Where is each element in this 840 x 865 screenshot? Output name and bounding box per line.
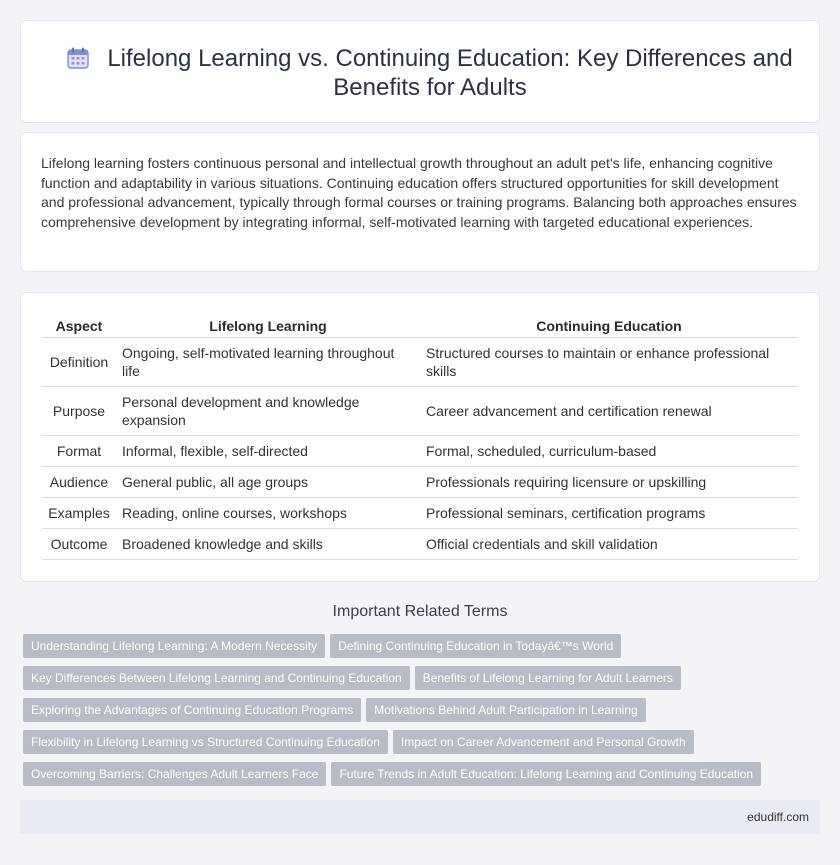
table-row — [42, 498, 798, 529]
cell-continuing: Professionals requiring licensure or upskilling — [420, 467, 798, 498]
related-tag[interactable]: Flexibility in Lifelong Learning vs Structured Continuing Education — [23, 730, 388, 754]
table-row — [42, 467, 798, 498]
comparison-table-card — [20, 292, 820, 582]
cell-continuing: Official credentials and skill validation — [420, 529, 798, 560]
cell-lifelong: Reading, online courses, workshops — [116, 498, 420, 529]
header-aspect: Aspect — [42, 315, 116, 338]
related-tag[interactable]: Benefits of Lifelong Learning for Adult Learners — [415, 666, 681, 690]
cell-continuing: Career advancement and certification renewal — [420, 387, 798, 436]
title-line-2: Benefits for Adults — [333, 74, 527, 101]
title-line-1: Lifelong Learning vs. Continuing Education: Key Differences and — [107, 45, 793, 72]
comparison-table — [42, 315, 798, 560]
calendar-icon — [67, 47, 89, 69]
related-tag[interactable]: Motivations Behind Adult Participation in Learning — [366, 698, 646, 722]
cell-aspect: Examples — [42, 498, 116, 529]
cell-aspect: Outcome — [42, 529, 116, 560]
cell-aspect: Audience — [42, 467, 116, 498]
table-row — [42, 338, 798, 387]
cell-aspect: Format — [42, 436, 116, 467]
related-tag[interactable]: Impact on Career Advancement and Personal Growth — [393, 730, 694, 754]
cell-lifelong: Ongoing, self-motivated learning throughout life — [116, 338, 420, 387]
footer — [20, 800, 820, 834]
cell-continuing: Professional seminars, certification programs — [420, 498, 798, 529]
cell-aspect: Purpose — [42, 387, 116, 436]
page-title — [61, 44, 799, 102]
table-row — [42, 436, 798, 467]
table-header-row — [42, 315, 798, 338]
cell-lifelong: Informal, flexible, self-directed — [116, 436, 420, 467]
header-card — [20, 20, 820, 123]
cell-lifelong: Personal development and knowledge expansion — [116, 387, 420, 436]
cell-aspect: Definition — [42, 338, 116, 387]
cell-continuing: Structured courses to maintain or enhance professional skills — [420, 338, 798, 387]
table-row — [42, 529, 798, 560]
related-terms-tags — [23, 634, 823, 794]
related-tag[interactable]: Overcoming Barriers: Challenges Adult Learners Face — [23, 762, 326, 786]
related-tag[interactable]: Future Trends in Adult Education: Lifelong Learning and Continuing Education — [331, 762, 761, 786]
header-continuing: Continuing Education — [420, 315, 798, 338]
header-lifelong: Lifelong Learning — [116, 315, 420, 338]
related-tag[interactable]: Understanding Lifelong Learning: A Modern Necessity — [23, 634, 325, 658]
related-tag[interactable]: Exploring the Advantages of Continuing Education Programs — [23, 698, 361, 722]
intro-paragraph: Lifelong learning fosters continuous personal and intellectual growth throughout an adult pet's life, enhancing cognitive function and adaptability in various situations. Continuing education offers structured opportunities for skill development and professional advancement, typically through formal courses or training programs. Balancing both approaches ensures comprehensive development by integrating informal, self-motivated learning with targeted educational experiences. — [41, 155, 797, 230]
related-tag[interactable]: Defining Continuing Education in Todayâ€™s World — [330, 634, 621, 658]
intro-card — [20, 132, 820, 272]
table-row — [42, 387, 798, 436]
cell-lifelong: Broadened knowledge and skills — [116, 529, 420, 560]
related-terms-title: Important Related Terms — [332, 603, 508, 620]
footer-site-link[interactable]: edudiff.com — [747, 810, 809, 824]
cell-continuing: Formal, scheduled, curriculum-based — [420, 436, 798, 467]
related-tag[interactable]: Key Differences Between Lifelong Learning and Continuing Education — [23, 666, 410, 690]
cell-lifelong: General public, all age groups — [116, 467, 420, 498]
